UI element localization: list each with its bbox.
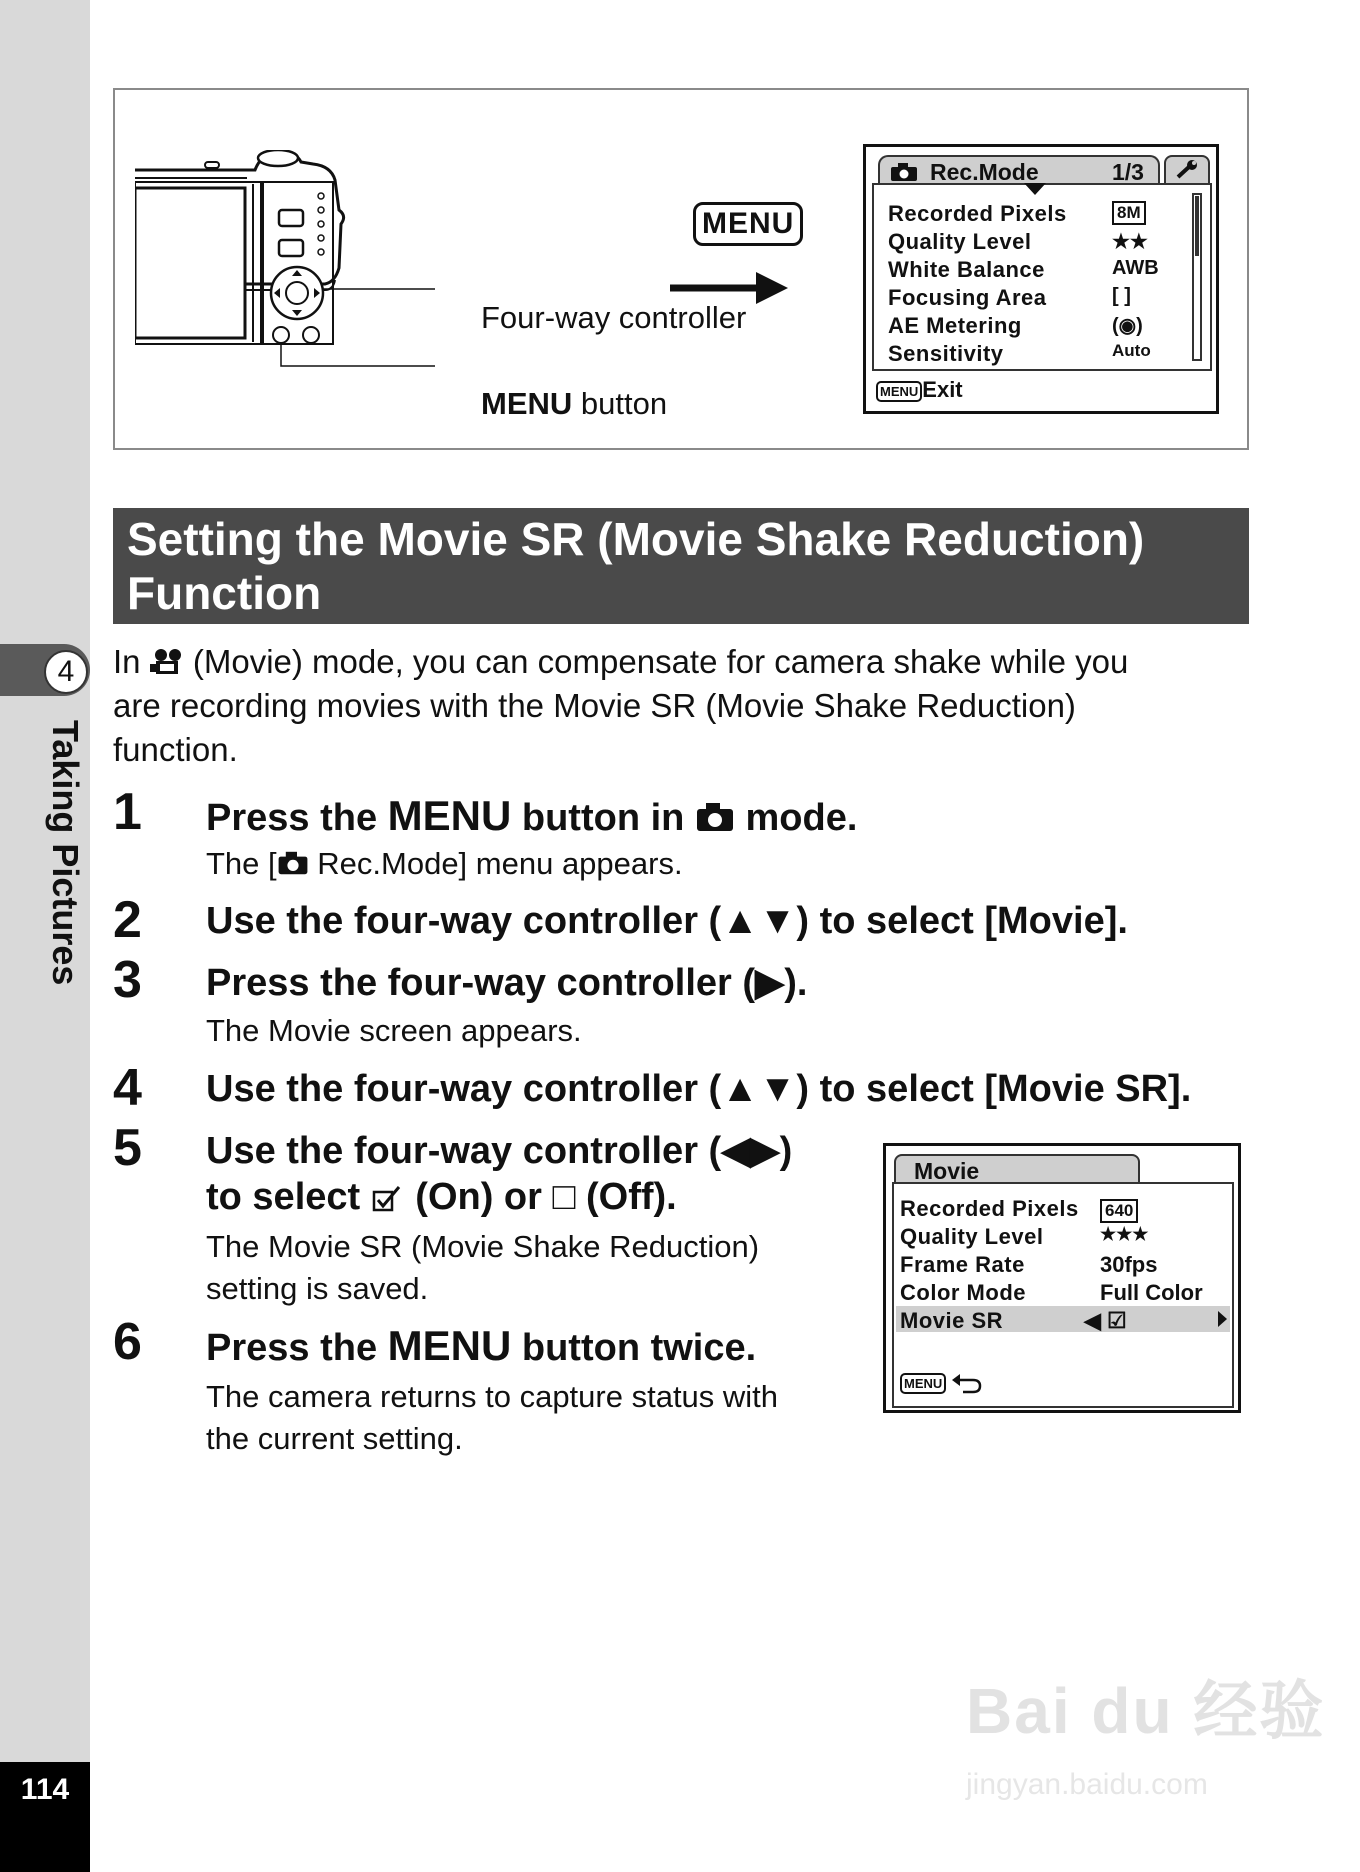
recmode-row-label: Recorded Pixels [888,201,1067,226]
step-description: The Movie SR (Movie Shake Reduction) setting is saved. [206,1229,760,1306]
step-number: 1 [113,783,142,841]
movie-screen [883,1143,1241,1413]
recmode-screen [863,144,1219,414]
step-number: 2 [113,891,142,949]
movie-row-label: Frame Rate [900,1252,1025,1277]
movie-footer [900,1372,983,1394]
recmode-row-label: White Balance [888,257,1045,282]
triangle-down-icon [1024,183,1046,195]
step-title: Use the four-way controller (▲▼) to select [Movie]. [206,900,1128,942]
step-title: Press the MENU button in mode. [206,792,858,839]
recorded-pixels-value: 8M [1112,201,1146,225]
quality-level-value: ★★★ [1100,1224,1149,1244]
wrench-icon [1166,157,1208,183]
step-number: 6 [113,1313,142,1371]
step-number: 5 [113,1119,142,1177]
movie-tab [894,1154,1140,1184]
movie-tab-title: Movie [914,1158,980,1184]
recmode-tab [878,155,1160,185]
menu-key-icon: MENU [900,1373,946,1394]
checkbox-empty-icon: □ [552,1176,576,1218]
step-title: Press the MENU button twice. [206,1322,757,1369]
recmode-row-label: Quality Level [888,229,1032,254]
movie-row-label: Quality Level [900,1224,1044,1249]
camera-illustration [135,150,435,400]
ae-metering-value: (◉) [1112,315,1143,337]
movie-row-label: Movie SR [900,1308,1004,1333]
focusing-area-value: [ ] [1112,285,1131,307]
watermark-logo: Bai du 经验 [966,1675,1326,1747]
label-four-way-controller: Four-way controller [481,300,747,335]
return-arrow-icon [951,1372,983,1394]
recmode-scrollbar [1192,193,1202,361]
movie-sr-value: ◀ ☑ [1084,1308,1127,1333]
sensitivity-value: Auto [1112,341,1151,360]
step-title: Use the four-way controller (▲▼) to select [Movie SR]. [206,1068,1192,1110]
step-number: 3 [113,951,142,1009]
recmode-row-label: AE Metering [888,313,1022,338]
step-title: Press the four-way controller (▶). [206,962,808,1004]
camera-icon [277,850,309,876]
section-title-line2: Function [127,567,322,619]
movie-row-label: Recorded Pixels [900,1196,1079,1221]
chapter-title: Taking Pictures [45,720,86,986]
movie-row-label: Color Mode [900,1280,1026,1305]
section-title-line1: Setting the Movie SR (Movie Shake Reduction) [127,513,1145,565]
watermark-url: jingyan.baidu.com [966,1768,1208,1801]
recorded-pixels-value: 640 [1100,1199,1138,1223]
camera-icon [890,162,918,182]
section-header [113,508,1249,624]
step-description: The [ Rec.Mode] menu appears. [206,846,683,881]
white-balance-value: AWB [1112,257,1159,279]
step-description: The Movie screen appears. [206,1013,582,1048]
recmode-title: Rec.Mode [930,159,1039,185]
step-description: The camera returns to capture status with the current setting. [206,1379,779,1456]
step-title: to select (On) or □ (Off). [206,1176,677,1218]
camera-icon [695,801,735,833]
color-mode-value: Full Color [1100,1280,1203,1305]
illustration-frame [113,88,1249,450]
step-title: Use the four-way controller (◀▶) [206,1130,793,1172]
step-number: 4 [113,1059,142,1117]
menu-key-icon: MENU [693,202,803,246]
chapter-number: 4 [44,650,88,694]
movie-icon [150,648,184,676]
quality-level-value: ★★ [1112,231,1148,253]
recmode-footer: MENU Exit [876,377,963,403]
recmode-row-label: Focusing Area [888,285,1047,310]
recmode-page: 1/3 [1112,159,1144,185]
setup-tab [1164,155,1210,185]
recmode-row-label: Sensitivity [888,341,1004,366]
label-menu-button: MENU button [481,386,668,421]
arrow-right-icon [670,268,790,308]
menu-key-icon: MENU [876,381,922,402]
intro-paragraph: In (Movie) mode, you can compensate for camera shake while you are recording movies with the Movie SR (Movie Shake Reduction) function. [113,643,1129,768]
page-number: 114 [20,1773,70,1806]
frame-rate-value: 30fps [1100,1252,1158,1277]
checkbox-checked-icon [371,1183,405,1213]
triangle-right-icon [1216,1310,1228,1328]
